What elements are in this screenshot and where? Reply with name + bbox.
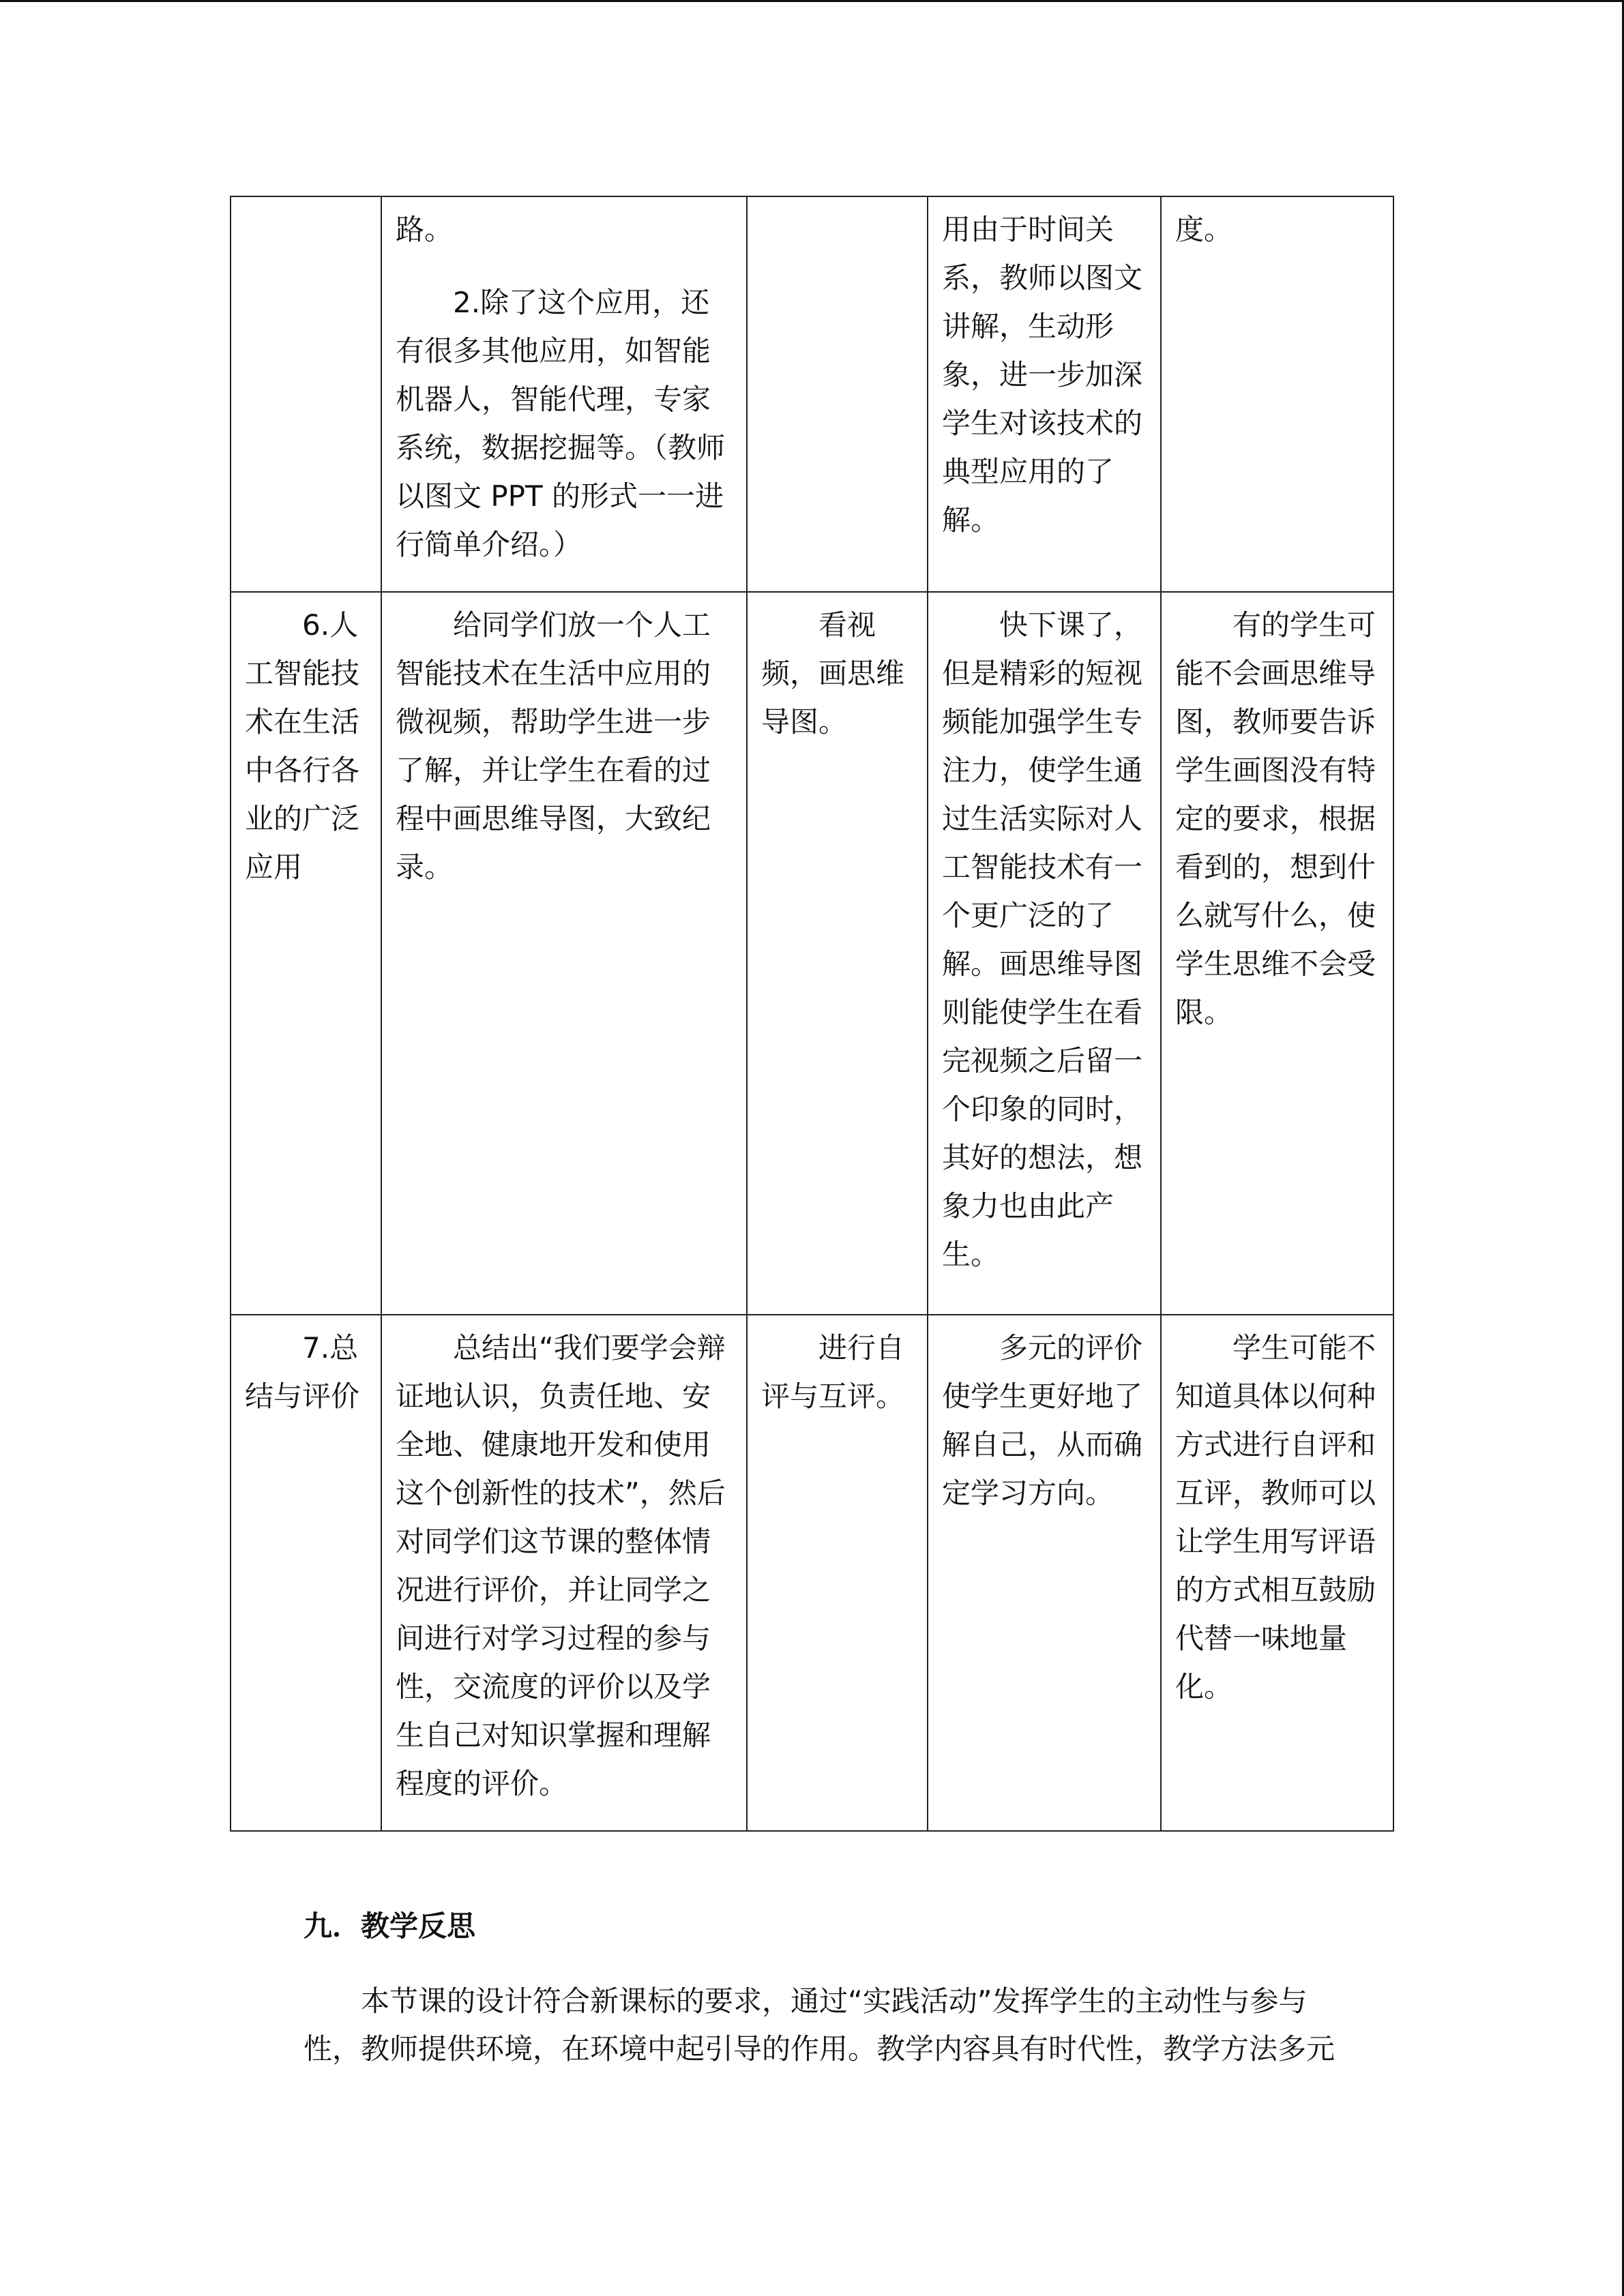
table-row (231, 592, 1393, 1315)
section-heading: 九．教学反思 (304, 1909, 476, 1943)
table-row (231, 196, 1393, 592)
teacher-activity-cell (381, 592, 747, 1315)
design-intent-cell: 用由于时间关系，教师以图文讲解，生动形象，进一步加深学生对该技术的典型应用的了解。 (928, 196, 1161, 592)
page-border-top (0, 0, 1624, 2)
stage-cell: 6.人工智能技术在生活中各行各业的广泛应用 (231, 592, 381, 1315)
section-paragraph: 本节课的设计符合新课标的要求，通过“实践活动”发挥学生的主动性与参与性，教师提供环境，在环境中起引导的作用。教学内容具有时代性，教学方法多元 (304, 1984, 1335, 2066)
student-activity-cell: 看视频，画思维导图。 (747, 592, 928, 1315)
student-activity-cell: 进行自评与互评。 (747, 1315, 928, 1831)
lesson-plan-table (230, 196, 1394, 1832)
teacher-activity-cell (381, 196, 747, 592)
teacher-activity-cell (381, 1315, 747, 1831)
design-intent-cell: 快下课了，但是精彩的短视频能加强学生专注力，使学生通过生活实际对人工智能技术有一个更广泛的了解。画思维导图则能使学生在看完视频之后留一个印象的同时，其好的想法，想象力也由此产生。 (928, 592, 1161, 1315)
notes-cell: 学生可能不知道具体以何种方式进行自评和互评，教师可以让学生用写评语的方式相互鼓励代替一味地量化。 (1161, 1315, 1393, 1831)
design-intent-cell: 多元的评价使学生更好地了解自己，从而确定学习方向。 (928, 1315, 1161, 1831)
stage-cell: 7.总结与评价 (231, 1315, 381, 1831)
stage-cell (231, 196, 381, 592)
teacher-activity-text: 总结出“我们要学会辩证地认识，负责任地、安全地、健康地开发和使用这个创新性的技术”，然后对同学们这节课的整体情况进行评价，并让同学之间进行对学习过程的参与性，交流度的评价以及学生自己对知识掌握和理解程度的评价。 (396, 1331, 726, 1800)
notes-cell: 有的学生可能不会画思维导图，教师要告诉学生画图没有特定的要求，根据看到的，想到什么就写什么，使学生思维不会受限。 (1161, 592, 1393, 1315)
notes-cell: 度。 (1161, 196, 1393, 592)
table-row (231, 1315, 1393, 1831)
teacher-activity-text: 路。 (396, 213, 454, 246)
teacher-activity-text: 2.除了这个应用，还有很多其他应用，如智能机器人，智能代理，专家系统，数据挖掘等。（教师以图文 PPT 的形式一一进行简单介绍。） (396, 286, 726, 561)
teacher-activity-text: 给同学们放一个人工智能技术在生活中应用的微视频，帮助学生进一步了解，并让学生在看的过程中画思维导图，大致纪录。 (396, 608, 711, 884)
student-activity-cell (747, 196, 928, 592)
